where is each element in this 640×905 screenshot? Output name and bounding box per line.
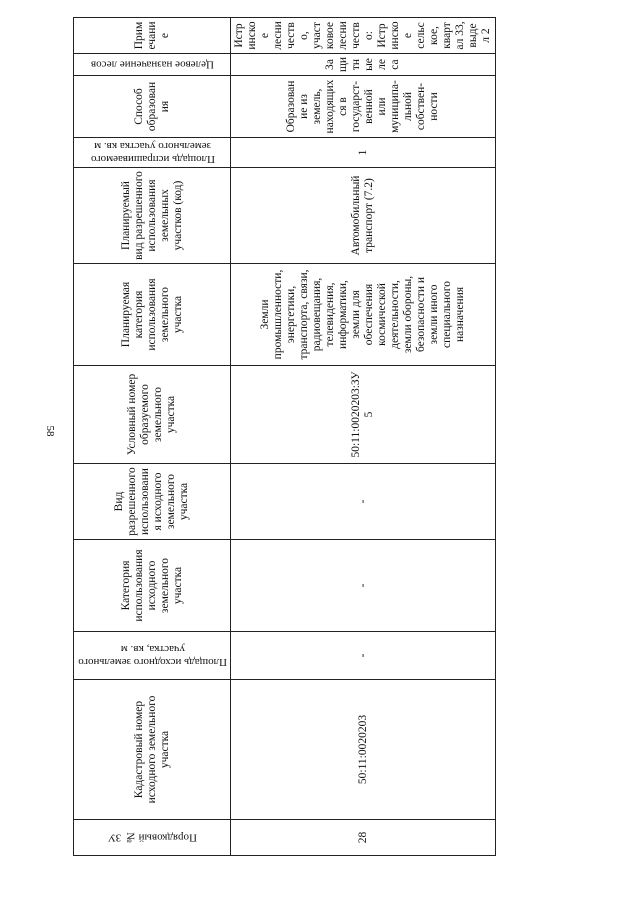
table-header-row [74, 18, 231, 856]
header-cell: Кадастровый номер исходного земельного участка [74, 680, 231, 820]
header-cell: Площадь испрашиваемого земельного участка кв. м [74, 138, 231, 168]
header-cell: Способ образования [74, 76, 231, 138]
rotated-table-area [73, 18, 492, 856]
row-cell-planned-category: Земли промышленности, энергетики, транспорта, связи, радиовещания, телевидения, информатики, земли для обеспечения космической деятельности, земли обороны, безопасности и земли иного специального назначения [231, 264, 496, 366]
header-cell: Порядковый № ЗУ [74, 820, 231, 856]
header-cell: Условный номер образуемого земельного участка [74, 366, 231, 464]
header-cell: Целевое назначение лесов [74, 54, 231, 76]
row-cell-note: Истринское лесничество, участковое лесничество: Истринское сельское, квартал 33, выдел 2 [231, 18, 496, 54]
header-cell: Планируемая категория использования земельного участка [74, 264, 231, 366]
header-cell: Категория использования исходного земельного участка [74, 540, 231, 632]
row-cell-category: - [231, 540, 496, 632]
header-cell: Планируемый вид разрешенного использования земельных участков (код) [74, 168, 231, 264]
header-cell: Вид разрешенного использования исходного земельного участка [74, 464, 231, 540]
land-plot-table [73, 18, 492, 856]
header-cell: Примечание [74, 18, 231, 54]
row-cell-cadastral: 50:11:0020203 [231, 680, 496, 820]
header-cell: Площадь исходного земельного участка, кв. м [74, 632, 231, 680]
page-number: 58 [44, 425, 56, 437]
row-cell-forest-purpose: Защитные леса [231, 54, 496, 76]
row-cell-conditional-number: 50:11:0020203:ЗУ5 [231, 366, 496, 464]
row-cell-formation-method: Образование из земель, находящихся в государст-венной или муниципа-льной собствен-ности [231, 76, 496, 138]
row-cell-planned-use: Автомобильный транспорт (7.2) [231, 168, 496, 264]
table-row [231, 18, 496, 856]
row-cell-requested-area: 1 [231, 138, 496, 168]
row-cell-number: 28 [231, 820, 496, 856]
row-cell-area: - [231, 632, 496, 680]
row-cell-use-type: - [231, 464, 496, 540]
